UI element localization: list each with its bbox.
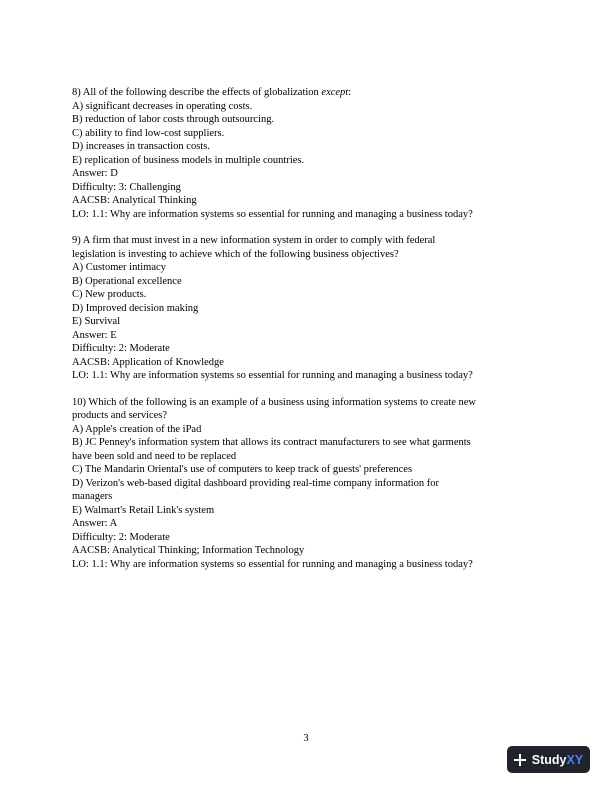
aacsb: AACSB: Analytical Thinking; Information Technology — [72, 545, 305, 556]
option-d-line-1: D) Verizon's web-based digital dashboard providing real-time company information for — [72, 477, 440, 489]
answer: Answer: A — [72, 518, 118, 529]
studyxy-badge[interactable] — [507, 746, 590, 773]
question-stem-line-2: products and services? — [72, 410, 168, 421]
learning-objective: LO: 1.1: Why are information systems so essential for running and managing a business today? — [72, 370, 473, 381]
page-number: 3 — [303, 733, 309, 744]
question-stem-line-2: legislation is investing to achieve which of the following business objectives? — [72, 248, 399, 260]
option-c: C) ability to find low-cost suppliers. — [72, 127, 225, 139]
option-e: E) Survival — [72, 316, 121, 327]
learning-objective: LO: 1.1: Why are information systems so essential for running and managing a business today? — [72, 208, 473, 220]
badge-text-accent: XY — [566, 752, 584, 767]
option-e: E) replication of business models in multiple countries. — [72, 154, 305, 166]
question-stem — [72, 86, 552, 100]
stem-emphasis: except — [321, 87, 349, 98]
badge-text-main: Study — [531, 752, 567, 767]
question-10 — [72, 396, 552, 572]
stem-punctuation: : — [348, 87, 352, 98]
aacsb: AACSB: Analytical Thinking — [72, 195, 197, 206]
option-d-line-2: managers — [72, 491, 113, 502]
answer: Answer: D — [72, 168, 118, 179]
option-b-line-2: have been sold and need to be replaced — [72, 450, 237, 462]
option-d: D) increases in transaction costs. — [72, 141, 210, 152]
option-a: A) Customer intimacy — [72, 262, 166, 273]
learning-objective: LO: 1.1: Why are information systems so essential for running and managing a business today? — [72, 558, 473, 570]
question-stem-line-1: 9) A firm that must invest in a new information system in order to comply with federal — [72, 235, 436, 246]
difficulty: Difficulty: 2: Moderate — [72, 531, 170, 543]
difficulty: Difficulty: 2: Moderate — [72, 343, 170, 354]
aacsb: AACSB: Application of Knowledge — [72, 356, 224, 368]
option-c: C) The Mandarin Oriental's use of computers to keep track of guests' preferences — [72, 464, 413, 475]
option-a: A) significant decreases in operating costs. — [72, 100, 253, 112]
option-d: D) Improved decision making — [72, 302, 199, 314]
option-b-line-1: B) JC Penney's information system that allows its contract manufacturers to see what garments — [72, 437, 471, 448]
option-a: A) Apple's creation of the iPad — [72, 423, 202, 435]
stem-text: 8) All of the following describe the effects of globalization — [72, 87, 322, 98]
option-b: B) reduction of labor costs through outsourcing. — [72, 114, 275, 125]
option-b: B) Operational excellence — [72, 275, 182, 287]
plus-icon — [514, 754, 526, 766]
difficulty: Difficulty: 3: Challenging — [72, 181, 181, 193]
question-stem-line-1: 10) Which of the following is an example of a business using information systems to create new — [72, 396, 476, 408]
question-list — [72, 86, 552, 584]
option-e: E) Walmart's Retail Link's system — [72, 504, 215, 516]
answer: Answer: E — [72, 329, 117, 341]
option-c: C) New products. — [72, 289, 147, 300]
question-9 — [72, 234, 552, 383]
question-8 — [72, 86, 552, 221]
